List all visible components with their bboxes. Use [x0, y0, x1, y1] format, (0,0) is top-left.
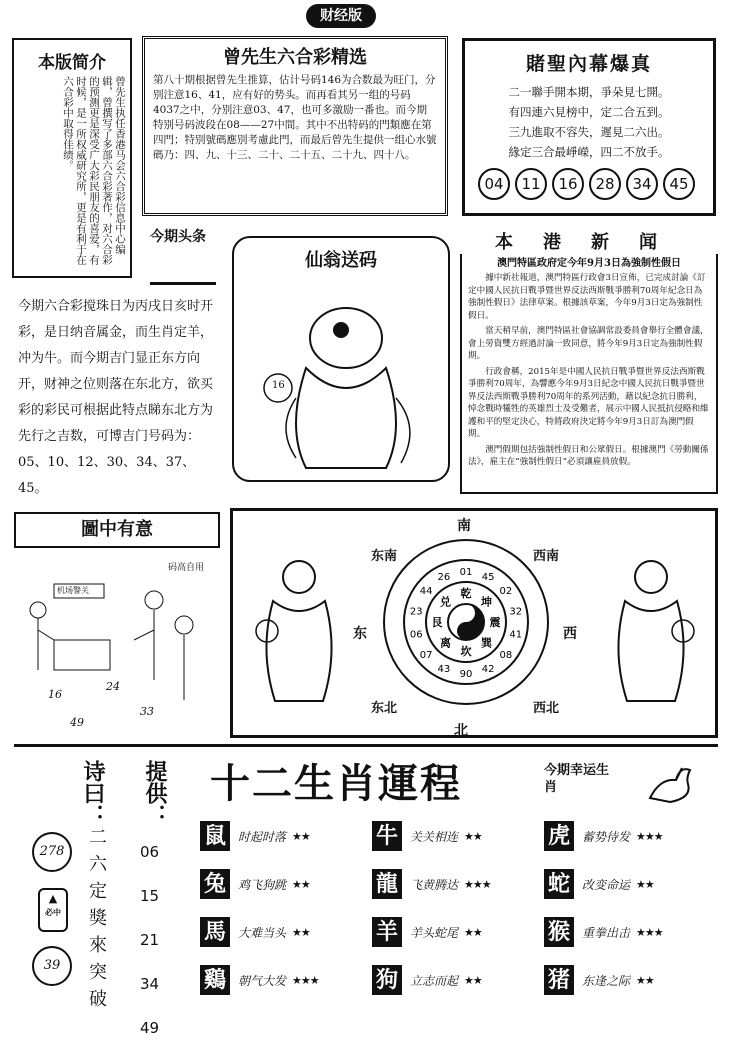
zodiac-item [544, 818, 712, 854]
star-rating: ★★ [292, 925, 310, 939]
compass-number: 42 [481, 663, 495, 675]
zodiac-fortune: 蓄势待发 [582, 829, 631, 844]
picture-num-4: 33 [140, 705, 154, 718]
poem-label: 诗曰： [80, 760, 106, 826]
number-ball: 34 [626, 168, 658, 200]
lead-body: 今期六合彩搅珠日为丙戌日亥时开彩，是日纳音属金，而生肖定羊，冲为牛。而今期吉门显正东方向开，财神之位则落在东北方，欲买彩的彩民可根据此特点睇东北方为先行之吉数，可博吉门号码为：05、10、12、30、34、37、45。 [18, 299, 214, 496]
compass-box [230, 508, 718, 738]
star-rating: ★★★ [464, 877, 491, 891]
bottom-rule [14, 744, 718, 747]
compass-number: 45 [481, 572, 495, 584]
zodiac-item [200, 914, 368, 950]
dir-south: 南 [457, 518, 471, 534]
star-rating: ★★ [464, 829, 482, 843]
provided-number: 15 [140, 887, 160, 905]
compass-wheel [381, 537, 551, 707]
zodiac-fortune: 鸡飞狗跳 [238, 877, 287, 892]
poem-char: 定 [89, 881, 107, 902]
star-rating: ★★ [292, 877, 310, 891]
zodiac-fortune: 飞黄腾达 [410, 877, 459, 892]
right-children-illustration [595, 541, 705, 711]
zodiac-item [200, 866, 368, 902]
immortal-tag: 16 [272, 380, 285, 391]
poem-char: 二 [89, 827, 107, 848]
picture-illustration [14, 570, 220, 730]
zodiac-fortune: 时起时落 [238, 829, 287, 844]
combo-up-icon: ▲ [48, 892, 58, 905]
zodiac-fortune: 关关相连 [410, 829, 459, 844]
zodiac-fortune: 重拳出击 [582, 925, 631, 940]
immortal-illustration [236, 278, 448, 478]
gamble-poem-line: 二一聯手開本期，爭朵見七開。 [508, 85, 670, 99]
compass-number: 06 [409, 629, 423, 641]
circle-num-top-a: 27 [39, 844, 57, 859]
zodiac-item [372, 866, 540, 902]
number-ball: 11 [515, 168, 547, 200]
combo-text: 必中 [45, 907, 61, 917]
zodiac-grid [200, 818, 716, 1014]
star-rating: ★★ [636, 973, 654, 987]
star-rating: ★★ [292, 829, 310, 843]
news-headline: 澳門特區政府定今年9月3日為強制性假日 [497, 258, 681, 269]
zodiac-sign: 龍 [372, 869, 402, 899]
prediction-title: 曾先生六合彩精选 [223, 47, 367, 68]
picture-sign: 机场警关 [57, 586, 89, 595]
compass-trigram: 离 [439, 636, 451, 650]
news-paragraph: 行政會稱，2015年是中國人民抗日戰爭暨世界反法西斯戰爭勝利70周年，為響應今年9月3日紀念中國人民抗日戰爭暨世界反法西斯戰爭勝利70周年的系列活動，藉以紀念抗日勝利，悼念戰時犧牲的英雄烈士及受難者，展示中國人民抵抗侵略和維護和平的堅定決心，特將政府決定將今年9月3日訂為澳門假期。 [468, 366, 709, 439]
zodiac-sign: 兔 [200, 869, 230, 899]
compass-number: 90 [459, 669, 473, 680]
dir-northwest: 西北 [533, 701, 560, 716]
number-ball: 04 [478, 168, 510, 200]
gamble-poem-line: 緣定三合最崢嶸，四二不放手。 [508, 145, 670, 159]
gamble-poem [465, 82, 713, 162]
zodiac-item [372, 962, 540, 998]
compass-trigram: 巽 [481, 636, 493, 650]
masthead: 财经版 [306, 4, 376, 28]
poem-lines [86, 824, 110, 1013]
provided-label: 提供： [142, 760, 168, 826]
zodiac-sign: 牛 [372, 821, 402, 851]
dir-west: 西 [563, 626, 577, 642]
zodiac-item [200, 962, 368, 998]
compass-trigram: 坎 [460, 645, 472, 658]
news-paragraph: 據中新社報道，澳門特區行政會3日宣佈，已完成討論《訂定中國人民抗日戰爭暨世界反法西斯戰爭勝利70周年紀念日為強制性假日》法律草案。根據該草案，今年9月3日定為強制性假日。 [468, 273, 706, 321]
dir-east: 东 [353, 626, 367, 642]
lead-label [150, 226, 216, 285]
zodiac-item [372, 914, 540, 950]
compass-trigram: 坤 [481, 595, 493, 609]
zodiac-subtitle: 今期幸运生肖 [544, 763, 610, 795]
provided-number: 06 [140, 843, 160, 861]
zodiac-sign: 狗 [372, 965, 402, 995]
zodiac-sign: 猴 [544, 917, 574, 947]
picture-caption: 码高自用 [168, 563, 205, 573]
prediction-body: 第八十期根据曾先生推算，估计号码146为合数最为旺门，分别注意16、41，应有好的势头。而再看其另一组的号码4037之中，分别注意03、47，也可多激励一番也。而今期特别号码波段在08——27中間。其中不出特码的門類應在第四門；特别號碼應别考慮此門，而最后曾先生提供一组心水號碼乃：四、九、十三、二十、二十五、二十九、四十八。 [153, 74, 437, 161]
zodiac-item [372, 818, 540, 854]
picture-title-box [14, 512, 220, 548]
compass-trigram: 艮 [431, 616, 443, 629]
zodiac-sign: 鼠 [200, 821, 230, 851]
star-rating: ★★★ [636, 829, 663, 843]
circle-num-bottom: 39 [32, 946, 72, 986]
dir-northeast: 东北 [371, 701, 398, 716]
zodiac-sign: 猪 [544, 965, 574, 995]
news-box [460, 232, 718, 494]
star-rating: ★★ [636, 877, 654, 891]
intro-body: 曾先生执任香港马会六合彩信息中心编辑，曾撰写了多部六合彩著作，对六合彩的预测更是深受广大彩民朋友的喜爱，有时候，是一所权威研究所，更是有利于在六合彩中取得佳绩。 [62, 76, 126, 265]
rooster-icon [640, 758, 700, 808]
star-rating: ★★★ [292, 973, 319, 987]
compass-number: 07 [419, 649, 433, 661]
compass-trigram: 兑 [439, 595, 451, 609]
news-title: 本港新闻 [456, 228, 726, 254]
zodiac-fortune: 东逢之际 [582, 973, 631, 988]
picture-title: 圖中有意 [81, 519, 153, 540]
zodiac-fortune: 改变命运 [582, 877, 631, 892]
star-rating: ★★ [464, 925, 482, 939]
picture-num-1: 16 [48, 688, 62, 701]
compass-number: 23 [409, 606, 423, 618]
compass-trigram: 震 [489, 616, 501, 629]
gamble-title: 賭聖內幕爆真 [525, 53, 652, 75]
star-rating: ★★★ [636, 925, 663, 939]
combo-badge [38, 888, 68, 932]
compass-trigram: 乾 [460, 587, 472, 600]
compass-number: 01 [459, 567, 473, 578]
number-ball: 28 [589, 168, 621, 200]
news-paragraph: 當天稍早前，澳門特區社會協調常設委員會舉行全體會議，會上勞資雙方經過討論一致同意，將今年9月3日定為強制性假期。 [468, 326, 709, 361]
compass-number: 02 [499, 586, 513, 598]
zodiac-item [544, 866, 712, 902]
news-paragraph: 澳門假期包括強制性假日和公眾假日。根據澳門《勞動關係法》，雇主在“強制性假日”必須讓雇員放假。 [468, 444, 709, 467]
dir-southwest: 西南 [533, 549, 560, 564]
zodiac-title: 十二生肖運程 [210, 760, 462, 807]
gamble-box [462, 38, 716, 216]
provided-number: 34 [140, 975, 160, 993]
gamble-poem-line: 三九進取不容失，遲見二六出。 [508, 125, 670, 139]
picture-num-3: 49 [70, 716, 84, 729]
zodiac-fortune: 立志而起 [410, 973, 459, 988]
provided-number: 49 [140, 1019, 160, 1037]
picture-num-2: 24 [106, 680, 120, 693]
zodiac-fortune: 朝气大发 [238, 973, 287, 988]
compass-number: 41 [509, 629, 523, 641]
poem-char: 來 [89, 935, 107, 956]
dir-southeast: 东南 [371, 549, 398, 564]
zodiac-sign: 蛇 [544, 869, 574, 899]
zodiac-fortune: 羊头蛇尾 [410, 925, 459, 940]
zodiac-sign: 鷄 [200, 965, 230, 995]
number-ball: 16 [552, 168, 584, 200]
gamble-poem-line: 有四連六見榜中，定二合五到。 [508, 105, 670, 119]
zodiac-item [200, 818, 368, 854]
gamble-numbers [465, 168, 713, 200]
compass-number: 26 [437, 572, 451, 584]
compass-number: 44 [419, 586, 433, 598]
number-ball: 45 [663, 168, 695, 200]
news-body [468, 272, 710, 469]
zodiac-item [544, 914, 712, 950]
poem-char: 突 [89, 962, 107, 983]
immortal-box [232, 236, 450, 482]
poem-char: 破 [89, 989, 107, 1010]
provided-numbers [140, 830, 159, 1050]
poem-char: 六 [89, 854, 107, 875]
zodiac-sign: 羊 [372, 917, 402, 947]
zodiac-sign: 馬 [200, 917, 230, 947]
compass-number: 08 [499, 649, 513, 661]
provided-number: 21 [140, 931, 160, 949]
poem-char: 獎 [89, 908, 107, 929]
intro-title: 本版简介 [38, 53, 106, 73]
left-children-illustration [243, 541, 353, 711]
prediction-box [142, 36, 448, 216]
lead-label-text: 今期头条 [150, 229, 206, 245]
dir-north: 北 [454, 723, 468, 739]
compass-number: 32 [509, 606, 523, 618]
zodiac-sign: 虎 [544, 821, 574, 851]
star-rating: ★★ [464, 973, 482, 987]
circle-num-top-b: 8 [56, 844, 65, 859]
zodiac-fortune: 大难当头 [238, 925, 287, 940]
compass-number: 43 [437, 663, 451, 675]
circle-num-top [32, 832, 72, 872]
intro-box [12, 38, 132, 278]
immortal-title: 仙翁送码 [305, 250, 377, 271]
zodiac-item [544, 962, 712, 998]
